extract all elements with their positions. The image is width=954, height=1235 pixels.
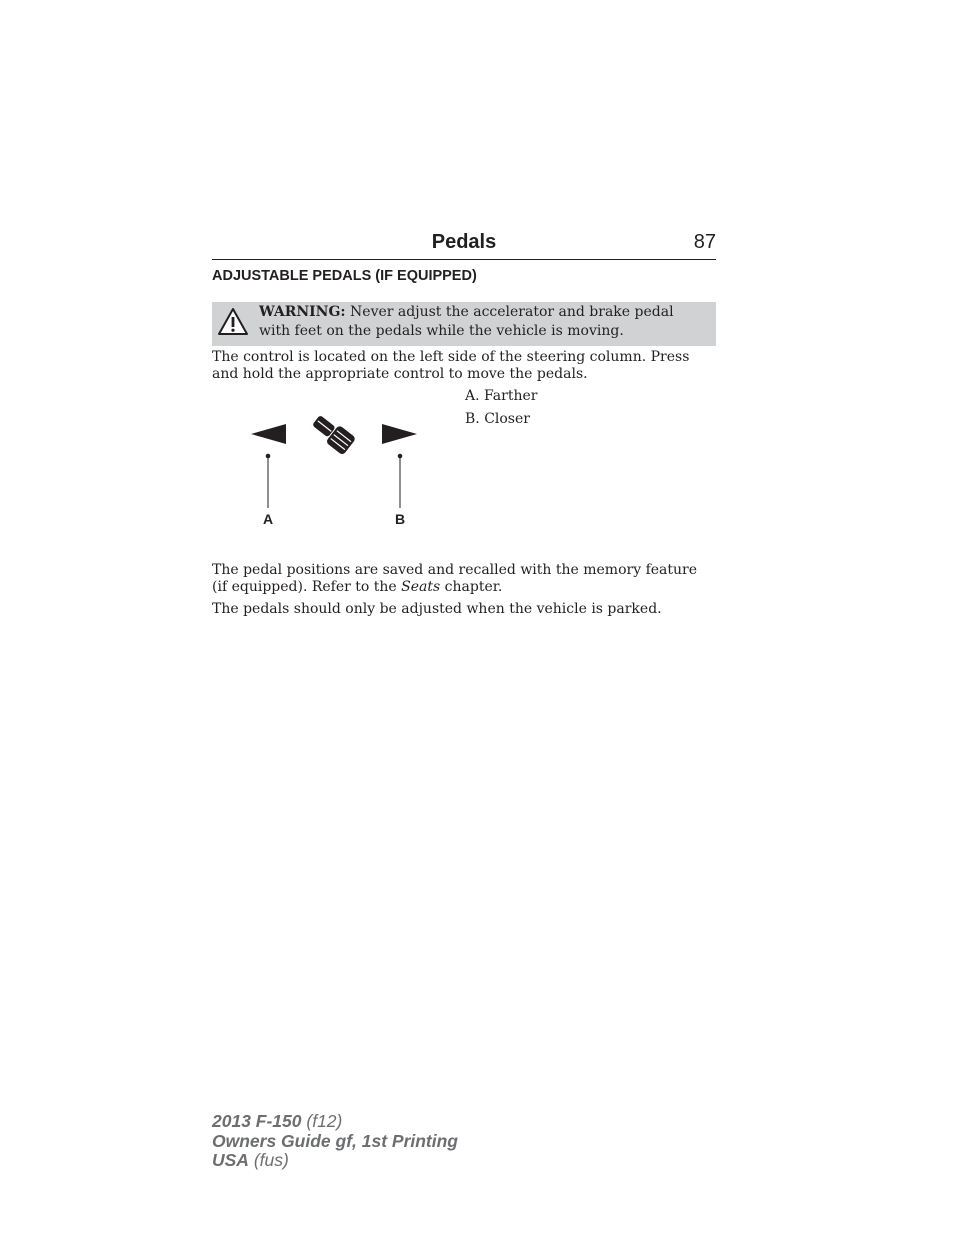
pedal-icon (309, 412, 356, 456)
footer-market-code: (fus) (248, 1150, 289, 1170)
warning-message: Never adjust the accelerator and brake pedal with feet on the pedals while the vehicle is moving. (259, 304, 674, 339)
warning-text (259, 303, 709, 341)
page-header (212, 229, 716, 260)
arrow-left-icon (251, 424, 286, 444)
warning-box (212, 302, 716, 346)
footer-model-code: (f12) (301, 1111, 343, 1131)
legend-item-b: B. Closer (465, 411, 530, 427)
footer-model-line (212, 1112, 458, 1132)
paragraph-memory-feature (212, 562, 716, 596)
memory-text-end: chapter. (440, 579, 503, 595)
footer-guide: Owners Guide gf, 1st Printing (212, 1130, 458, 1151)
footer-guide-line (212, 1132, 458, 1152)
warning-label: WARNING: (259, 304, 346, 320)
callout-label-b: B (395, 511, 406, 527)
page-footer (212, 1112, 458, 1171)
footer-market: USA (212, 1150, 249, 1170)
section-heading: ADJUSTABLE PEDALS (IF EQUIPPED) (212, 268, 477, 284)
paragraph-control-location: The control is located on the left side of the steering column. Press and hold the appropriate control to move the pedals. (212, 349, 690, 382)
paragraph-parked-note: The pedals should only be adjusted when the vehicle is parked. (212, 601, 662, 617)
seats-chapter-reference: Seats (401, 579, 441, 595)
callout-line-b (398, 454, 403, 508)
legend-item-a: A. Farther (465, 388, 538, 404)
callout-label-a: A (263, 511, 274, 527)
callout-line-a (266, 454, 271, 508)
page-number: 87 (693, 231, 716, 253)
footer-market-line (212, 1151, 458, 1171)
memory-text-start: The pedal positions are saved and recalled with the memory feature (if equipped). Refer to the (212, 562, 697, 595)
footer-model: 2013 F-150 (212, 1111, 302, 1131)
warning-triangle-icon (217, 307, 249, 337)
chapter-title: Pedals (431, 231, 497, 253)
arrow-right-icon (382, 424, 417, 444)
